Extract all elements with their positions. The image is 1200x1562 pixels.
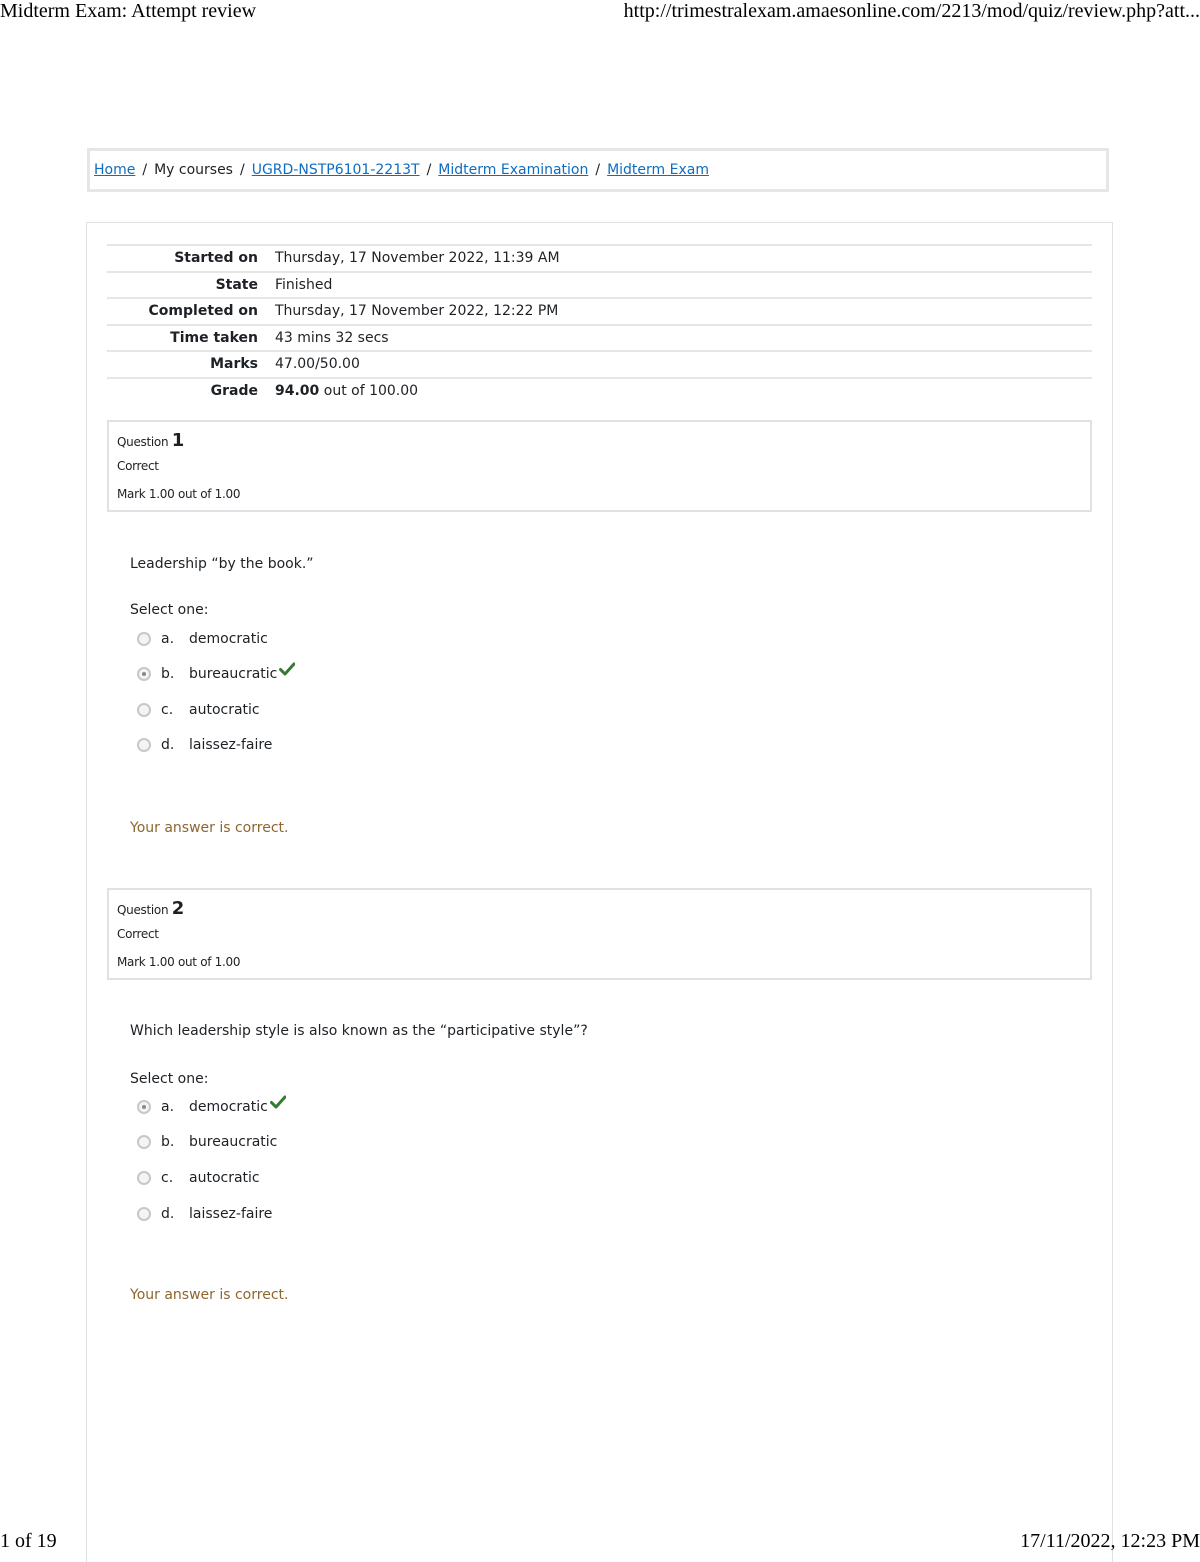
summary-value: Finished xyxy=(275,276,333,293)
check-icon xyxy=(279,661,295,677)
print-datetime: 17/11/2022, 12:23 PM xyxy=(1020,1530,1200,1552)
summary-label: Time taken xyxy=(170,329,258,346)
option-letter: a. xyxy=(161,1099,175,1115)
summary-value: Thursday, 17 November 2022, 12:22 PM xyxy=(275,303,559,320)
breadcrumb-section-link[interactable]: Midterm Examination xyxy=(438,162,589,178)
radio-icon[interactable] xyxy=(137,1100,151,1114)
option-letter: c. xyxy=(161,702,174,718)
radio-icon[interactable] xyxy=(137,738,151,752)
grade-label: Grade xyxy=(210,383,258,400)
check-icon xyxy=(270,1094,286,1110)
summary-label: Started on xyxy=(174,250,258,267)
answer-option xyxy=(137,1204,272,1224)
grade-value: 94.00 xyxy=(275,383,320,400)
summary-row xyxy=(107,298,1092,325)
grade-cell xyxy=(274,378,1092,405)
question-number-label: Question xyxy=(117,903,169,917)
question-text: Leadership “by the book.” xyxy=(130,556,314,572)
question-mark: Mark 1.00 out of 1.00 xyxy=(117,487,241,501)
summary-value: Thursday, 17 November 2022, 11:39 AM xyxy=(275,250,560,267)
question-text: Which leadership style is also known as the “participative style”? xyxy=(130,1023,588,1039)
summary-row xyxy=(107,245,1092,272)
print-header xyxy=(0,0,1200,26)
option-letter: d. xyxy=(161,1206,175,1222)
answer-option xyxy=(137,1132,277,1152)
summary-row xyxy=(107,351,1092,378)
print-page-url: http://trimestralexam.amaesonline.com/2213/mod/quiz/review.php?att... xyxy=(623,0,1200,22)
option-text: democratic xyxy=(189,631,268,647)
answer-option-selected xyxy=(137,1097,286,1117)
print-page-title: Midterm Exam: Attempt review xyxy=(0,0,257,22)
summary-row xyxy=(107,325,1092,352)
question-state: Correct xyxy=(117,927,159,941)
select-one-label: Select one: xyxy=(130,602,209,618)
print-footer xyxy=(0,1530,1200,1556)
option-text: bureaucratic xyxy=(189,666,278,682)
answer-option-selected xyxy=(137,664,295,684)
answer-option xyxy=(137,1168,260,1188)
option-letter: b. xyxy=(161,666,175,682)
question-number xyxy=(117,430,184,451)
question-info-box xyxy=(107,420,1092,512)
answer-option xyxy=(137,629,268,649)
summary-value: 43 mins 32 secs xyxy=(275,329,389,346)
option-text: bureaucratic xyxy=(189,1134,278,1150)
question-mark: Mark 1.00 out of 1.00 xyxy=(117,955,241,969)
question-number xyxy=(117,898,184,919)
option-text: laissez-faire xyxy=(189,1206,273,1222)
attempt-summary-table xyxy=(107,244,1092,404)
print-page-number: 1 of 19 xyxy=(0,1530,57,1552)
summary-label: Marks xyxy=(210,356,258,373)
radio-icon[interactable] xyxy=(137,632,151,646)
summary-value: 47.00/50.00 xyxy=(275,356,360,373)
question-info-box xyxy=(107,888,1092,980)
breadcrumb xyxy=(87,148,1109,192)
radio-icon[interactable] xyxy=(137,1135,151,1149)
breadcrumb-separator: / xyxy=(142,162,148,178)
option-letter: c. xyxy=(161,1170,174,1186)
question-feedback: Your answer is correct. xyxy=(130,1287,289,1303)
option-text: autocratic xyxy=(189,1170,260,1186)
breadcrumb-quiz-link[interactable]: Midterm Exam xyxy=(607,162,709,178)
summary-label: Completed on xyxy=(148,303,258,320)
question-number-value: 1 xyxy=(171,430,185,451)
option-letter: b. xyxy=(161,1134,175,1150)
option-text: autocratic xyxy=(189,702,260,718)
breadcrumb-my-courses: My courses xyxy=(154,162,233,178)
grade-suffix: out of 100.00 xyxy=(323,383,419,400)
radio-icon[interactable] xyxy=(137,1207,151,1221)
summary-row xyxy=(107,272,1092,299)
option-text: laissez-faire xyxy=(189,737,273,753)
answer-option xyxy=(137,700,260,720)
answer-option xyxy=(137,735,272,755)
breadcrumb-separator: / xyxy=(595,162,601,178)
question-state: Correct xyxy=(117,459,159,473)
breadcrumb-separator: / xyxy=(239,162,245,178)
breadcrumb-home-link[interactable]: Home xyxy=(94,162,136,178)
question-number-label: Question xyxy=(117,435,169,449)
radio-icon[interactable] xyxy=(137,667,151,681)
select-one-label: Select one: xyxy=(130,1071,209,1087)
summary-row-grade xyxy=(107,378,1092,405)
question-number-value: 2 xyxy=(171,898,185,919)
option-text: democratic xyxy=(189,1099,268,1115)
breadcrumb-separator: / xyxy=(426,162,432,178)
radio-icon[interactable] xyxy=(137,703,151,717)
summary-label: State xyxy=(215,276,258,293)
breadcrumb-course-link[interactable]: UGRD-NSTP6101-2213T xyxy=(251,162,420,178)
question-feedback: Your answer is correct. xyxy=(130,820,289,836)
option-letter: a. xyxy=(161,631,175,647)
radio-icon[interactable] xyxy=(137,1171,151,1185)
option-letter: d. xyxy=(161,737,175,753)
